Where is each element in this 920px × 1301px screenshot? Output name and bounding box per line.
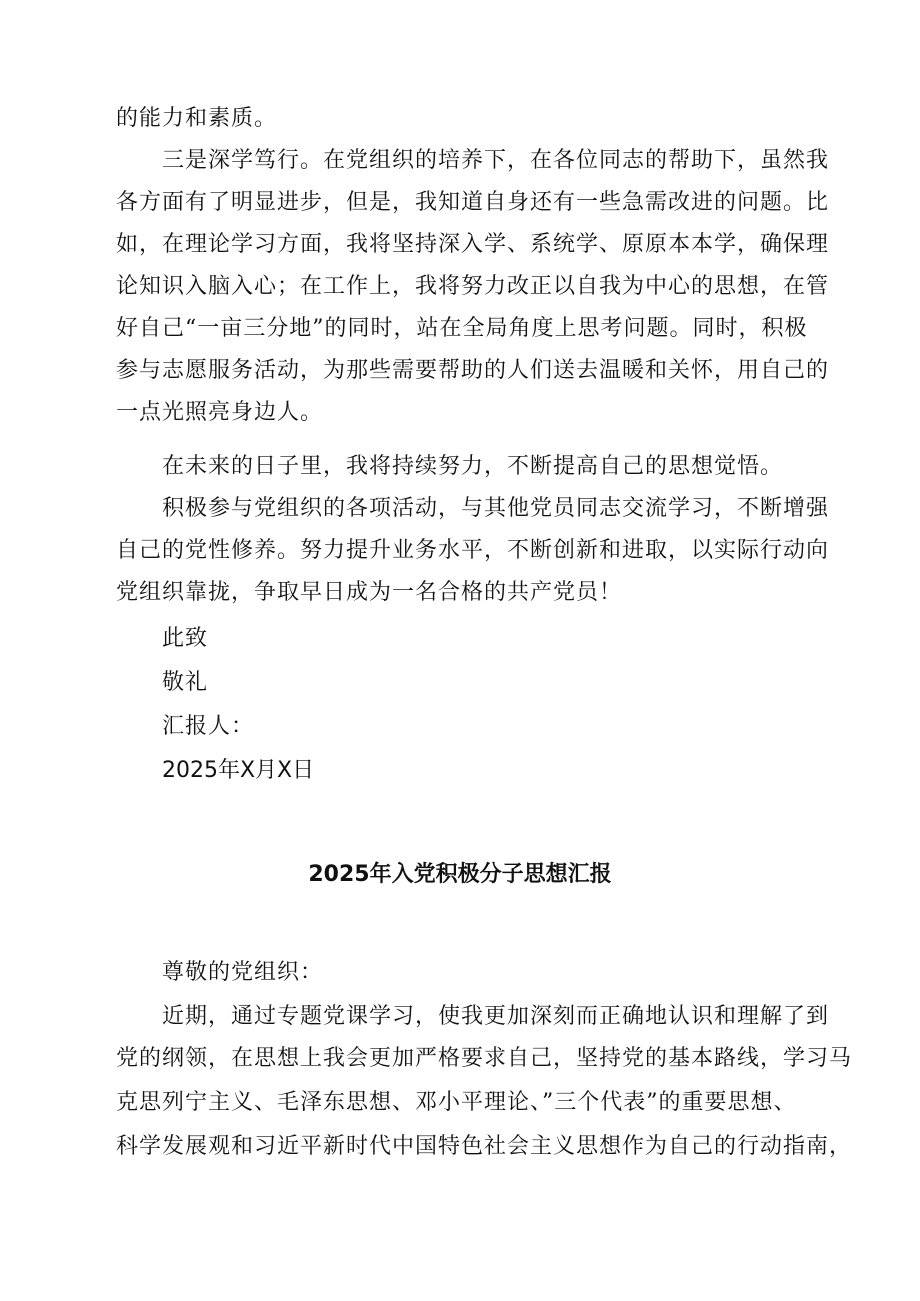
- paragraph-line: 党的纲领，在思想上我会更加严格要求自己，坚持党的基本路线，学习马: [116, 1046, 853, 1071]
- paragraph-line: 好自己“一亩三分地”的同时，站在全局角度上思考问题。同时，积极: [116, 316, 808, 341]
- reporter-label: 汇报人：: [162, 714, 255, 739]
- paragraph-line: 自己的党性修养。努力提升业务水平，不断创新和进取，以实际行动向: [116, 538, 830, 563]
- paragraph-line: 克思列宁主义、毛泽东思想、邓小平理论、”三个代表”的重要思想、: [116, 1090, 797, 1115]
- paragraph-line: 在未来的日子里，我将持续努力，不断提高自己的思想觉悟。: [162, 454, 784, 479]
- paragraph-line: 近期，通过专题党课学习，使我更加深刻而正确地认识和理解了到: [162, 1004, 830, 1029]
- closing-line: 敬礼: [162, 670, 209, 695]
- paragraph-line: 的能力和素质。: [116, 106, 278, 131]
- paragraph-line: 三是深学笃行。在党组织的培养下，在各位同志的帮助下，虽然我: [162, 148, 830, 173]
- paragraph-line: 各方面有了明显进步，但是，我知道自身还有一些急需改进的问题。比: [116, 190, 830, 215]
- paragraph-line: 科学发展观和习近平新时代中国特色社会主义思想作为自己的行动指南，: [116, 1134, 853, 1159]
- paragraph-line: 论知识入脑入心；在工作上，我将努力改正以自我为中心的思想，在管: [116, 274, 830, 299]
- report-title: 2025年入党积极分子思想汇报: [308, 862, 612, 887]
- closing-line: 此致: [162, 626, 209, 651]
- paragraph-line: 如，在理论学习方面，我将坚持深入学、系统学、原原本本学，确保理: [116, 232, 830, 257]
- paragraph-line: 积极参与党组织的各项活动，与其他党员同志交流学习，不断增强: [162, 496, 830, 521]
- paragraph-line: 一点光照亮身边人。: [116, 400, 324, 425]
- report-date: 2025年X月X日: [162, 758, 315, 783]
- paragraph-line: 参与志愿服务活动，为那些需要帮助的人们送去温暖和关怀，用自己的: [116, 358, 830, 383]
- salutation: 尊敬的党组织：: [162, 960, 324, 985]
- paragraph-line: 党组织靠拢，争取早日成为一名合格的共产党员！: [116, 580, 623, 605]
